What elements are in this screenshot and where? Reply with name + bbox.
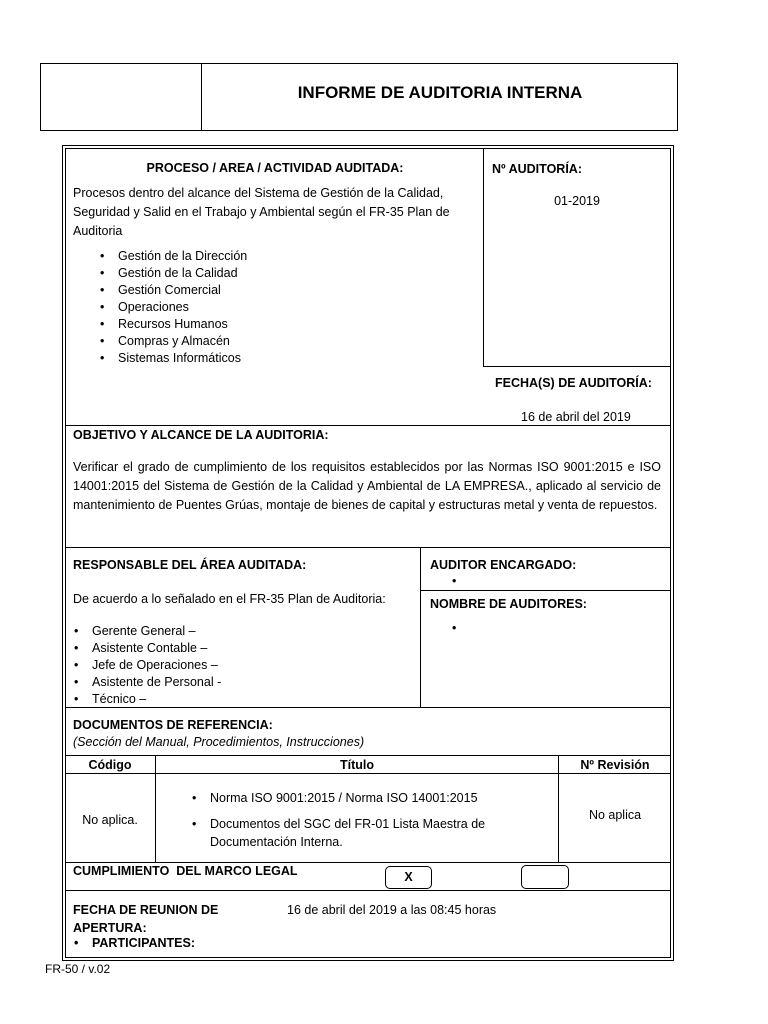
reunion-label: FECHA DE REUNION DE APERTURA:: [73, 903, 219, 935]
divider-v-auditor: [420, 547, 421, 707]
col-header-titulo: Título: [339, 758, 374, 772]
proceso-list: [98, 248, 458, 367]
list-item: • Gestión Comercial: [98, 282, 458, 299]
auditoria-label: Nº AUDITORÍA:: [492, 162, 582, 176]
fecha-label: FECHA(S) DE AUDITORÍA:: [495, 376, 652, 390]
cell-revision: No aplica: [588, 808, 642, 822]
documentos-subtitle: (Sección del Manual, Procedimientos, Instrucciones): [73, 735, 365, 749]
responsable-intro: De acuerdo a lo señalado en el FR-35 Plan de Auditoria:: [73, 592, 386, 606]
divider-h-fecha: [483, 366, 671, 367]
checkbox-no[interactable]: [521, 865, 569, 889]
list-item: • Gerente General –: [72, 623, 412, 640]
titulo-list: [190, 789, 530, 851]
responsable-list: [72, 623, 412, 708]
divider-h-responsable: [65, 547, 671, 548]
proceso-heading: PROCESO / AREA / ACTIVIDAD AUDITADA:: [146, 161, 404, 175]
divider-h-auditores: [420, 590, 671, 591]
auditor-heading: AUDITOR ENCARGADO:: [430, 558, 577, 572]
participantes-label: • PARTICIPANTES:: [72, 934, 372, 952]
list-item: • Recursos Humanos: [98, 316, 458, 333]
documentos-heading: DOCUMENTOS DE REFERENCIA:: [73, 718, 273, 732]
list-item: • Norma ISO 9001:2015 / Norma ISO 14001:2015: [190, 789, 530, 807]
list-item: • Operaciones: [98, 299, 458, 316]
checkbox-si[interactable]: X: [385, 866, 432, 889]
list-item: • Documentos del SGC del FR-01 Lista Maestra de Documentación Interna.: [190, 815, 530, 851]
auditoria-value: 01-2019: [554, 194, 600, 208]
col-header-codigo: Código: [88, 758, 132, 772]
list-item: • Técnico –: [72, 691, 412, 708]
fecha-value: 16 de abril del 2019: [521, 410, 631, 424]
list-item: • Gestión de la Calidad: [98, 265, 458, 282]
auditores-heading: NOMBRE DE AUDITORES:: [430, 597, 587, 611]
document-title: INFORME DE AUDITORIA INTERNA: [297, 83, 583, 102]
objetivo-heading: OBJETIVO Y ALCANCE DE LA AUDITORIA:: [73, 428, 329, 442]
cumplimiento-label: CUMPLIMIENTO DEL MARCO LEGAL: [73, 864, 298, 878]
footer-code: FR-50 / v.02: [45, 962, 111, 976]
col-header-revision: Nº Revisión: [580, 758, 650, 772]
objetivo-text: Verificar el grado de cumplimiento de los requisitos establecidos por las Normas ISO 9001:2015 e ISO 14001:2015 del Sistema de Gestión de la Calidad y Ambiental de LA EMPRESA., aplicado al servicio de mantenimiento de Puentes Grúas, montaje de bienes de capital y estructuras metal y venta de repuestos.: [73, 460, 661, 512]
cell-codigo: No aplica.: [82, 813, 138, 827]
responsable-heading: RESPONSABLE DEL ÁREA AUDITADA:: [73, 558, 307, 572]
reunion-value: 16 de abril del 2019 a las 08:45 horas: [287, 903, 497, 917]
proceso-description: Procesos dentro del alcance del Sistema de Gestión de la Calidad, Seguridad y Salid en el Trabajo y Ambiental según el FR-35 Plan de Auditoria: [73, 186, 450, 238]
divider-v-auditoria: [483, 148, 484, 366]
list-item: • Asistente de Personal -: [72, 674, 412, 691]
list-item: • Asistente Contable –: [72, 640, 412, 657]
list-item: • Gestión de la Dirección: [98, 248, 458, 265]
list-item: • Sistemas Informáticos: [98, 350, 458, 367]
divider-h-reunion: [65, 890, 671, 891]
list-item: • Compras y Almacén: [98, 333, 458, 350]
list-item: • Jefe de Operaciones –: [72, 657, 412, 674]
